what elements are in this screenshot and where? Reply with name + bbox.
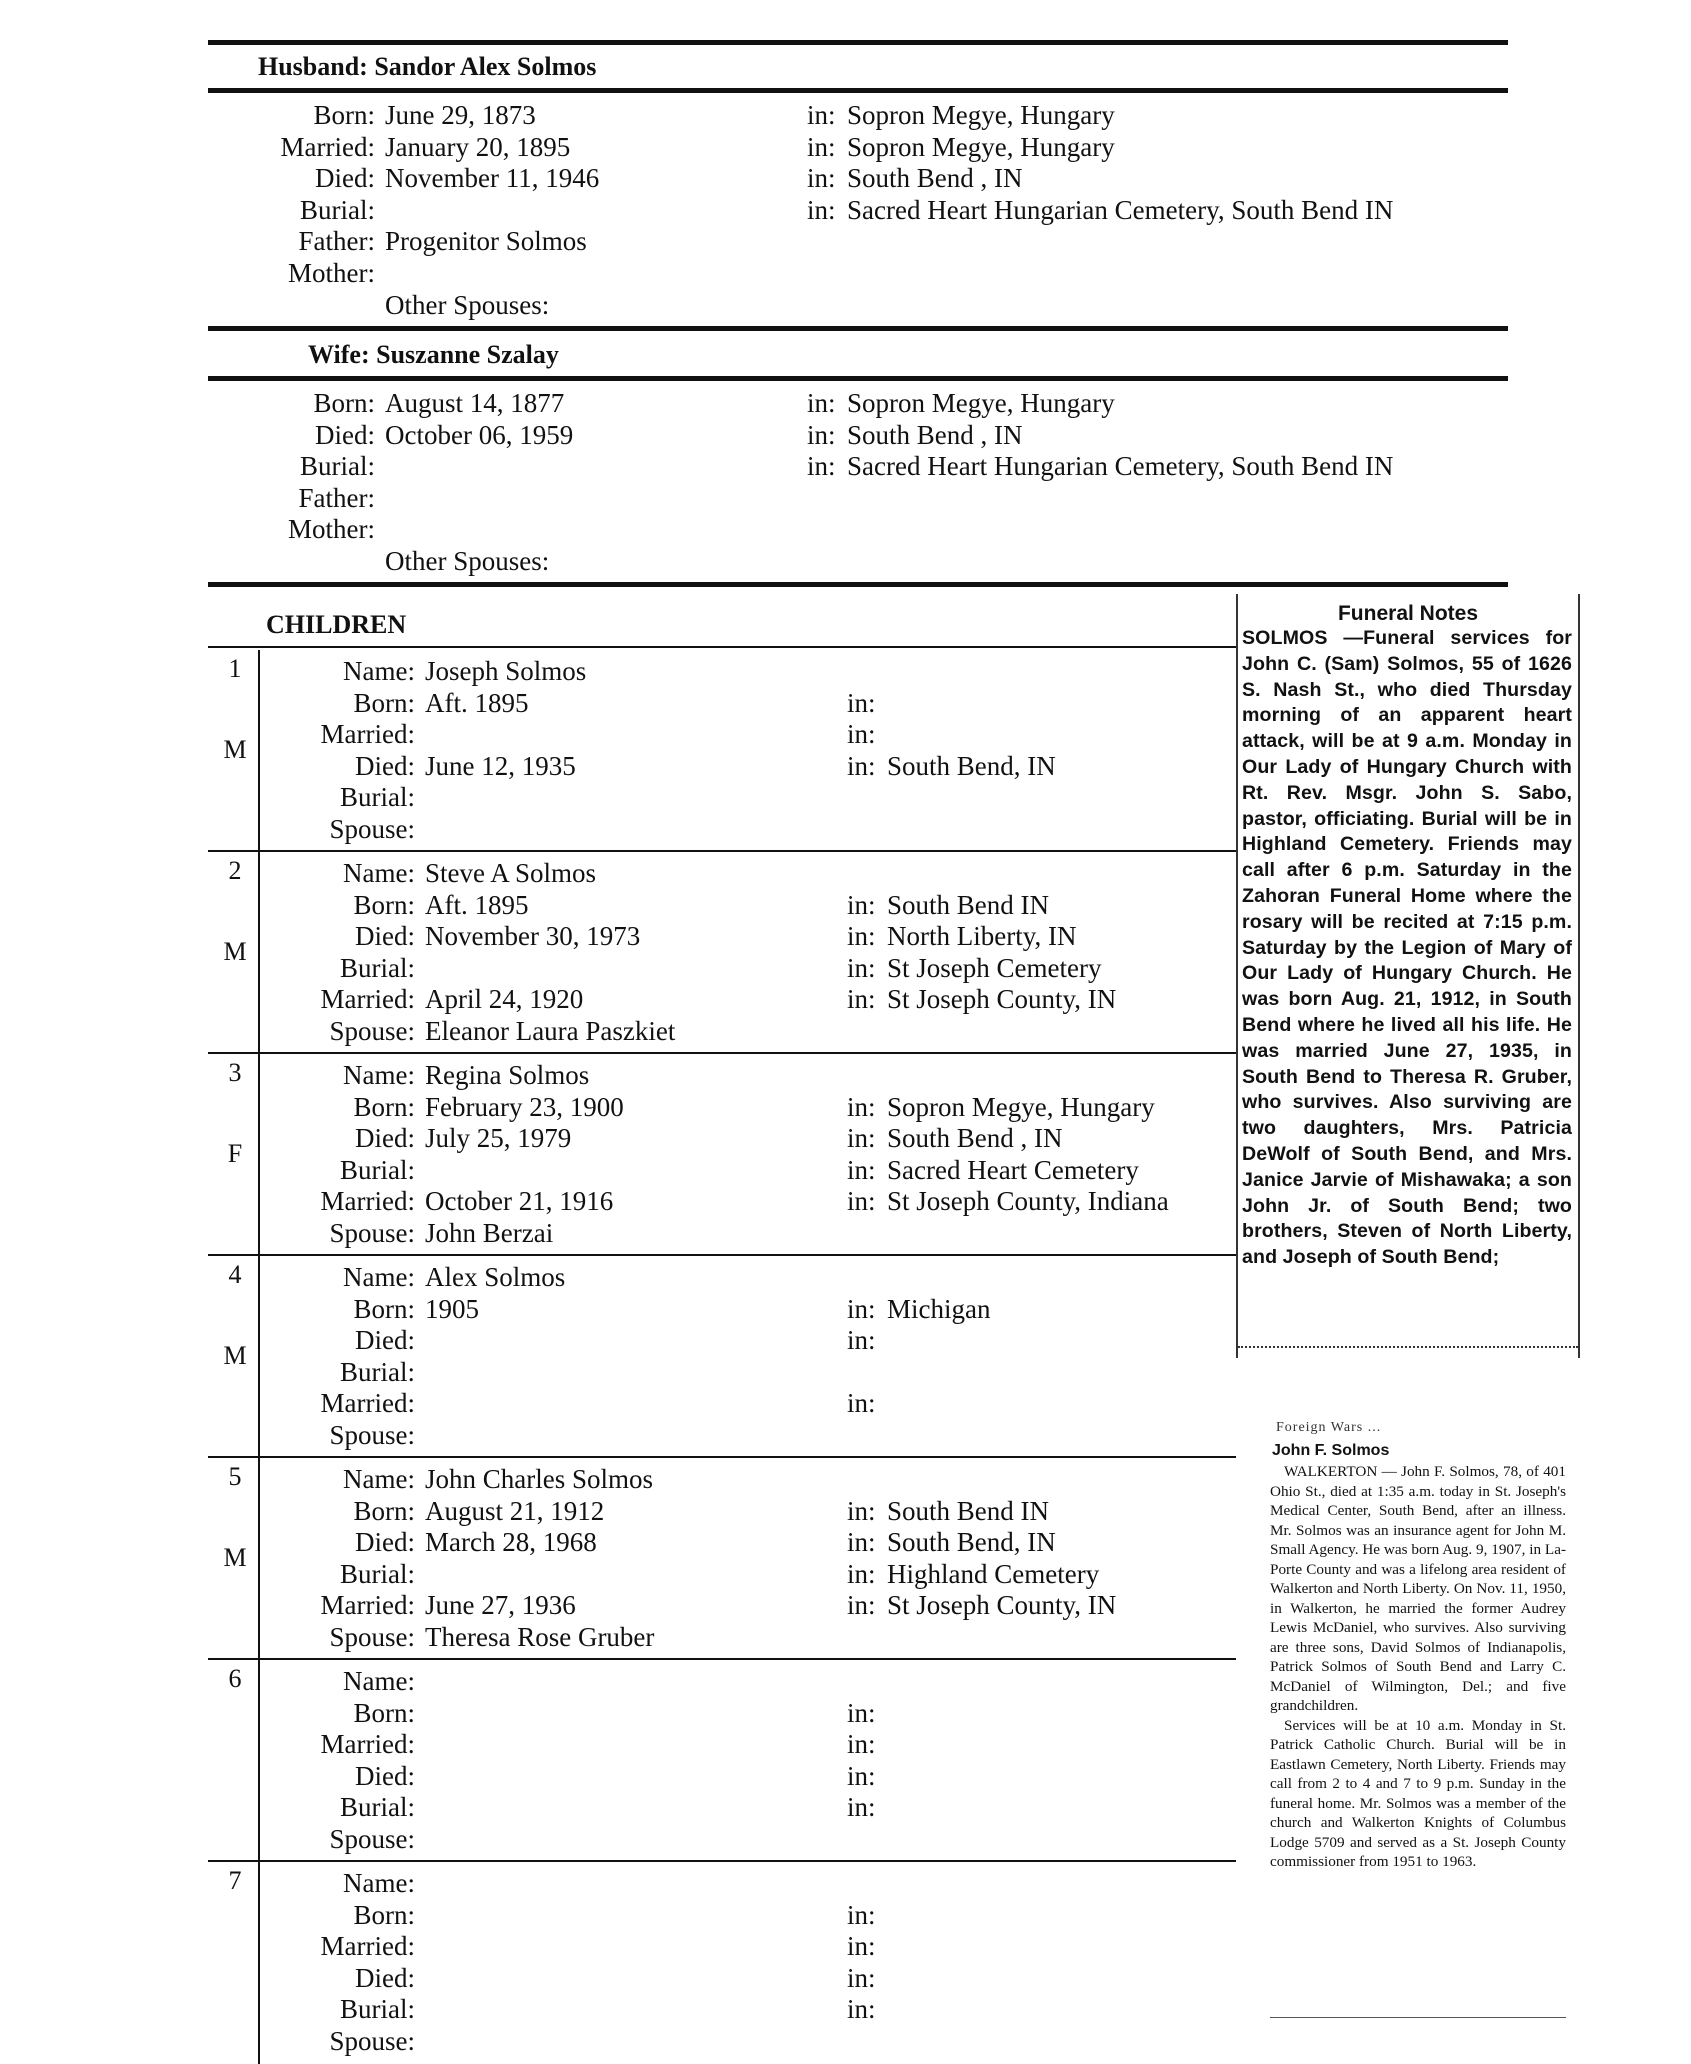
- wife-row-label: Mother:: [288, 514, 375, 544]
- child-number: 4: [228, 1260, 242, 1289]
- child-row-in-label: in:: [847, 1293, 876, 1324]
- child-row-value: Aft. 1895: [425, 687, 529, 718]
- child-row-in-label: in:: [847, 1527, 876, 1557]
- child-row-label: Spouse:: [329, 1217, 415, 1248]
- child-row-place: North Liberty, IN: [887, 921, 1077, 951]
- funeral-notes-clipping: [1236, 594, 1580, 1358]
- husband-row-place: Sopron Megye, Hungary: [847, 100, 1115, 130]
- child-row-label: Married:: [320, 1931, 415, 1961]
- child-row-value: John Charles Solmos: [425, 1464, 654, 1494]
- child-row-value: July 25, 1979: [425, 1123, 572, 1153]
- child-row-label: Burial:: [340, 952, 415, 983]
- top-rule: [208, 40, 1508, 45]
- child-row-label: Born:: [353, 1899, 415, 1930]
- husband-row-in-label: in:: [807, 194, 836, 225]
- child-row-label: Married:: [320, 1729, 415, 1759]
- wife-other-spouses: Other Spouses:: [385, 546, 550, 576]
- obituary-name: John F. Solmos: [1272, 1442, 1390, 1459]
- child-rule: [208, 1254, 1238, 1256]
- child-row-label: Married:: [320, 719, 415, 749]
- child-row-place: Highland Cemetery: [887, 1558, 1100, 1589]
- child-row-label: Name:: [343, 1666, 415, 1696]
- wife-row-label: Born:: [313, 388, 375, 418]
- child-row-in-label: in:: [847, 1899, 876, 1930]
- child-row-in-label: in:: [847, 1792, 876, 1822]
- wife-row-place: Sopron Megye, Hungary: [847, 388, 1115, 418]
- child-row-label: Married:: [320, 984, 415, 1014]
- child-row-place: St Joseph County, IN: [887, 984, 1117, 1014]
- child-row-in-label: in:: [847, 1962, 876, 1993]
- child-sex: M: [223, 735, 247, 764]
- child-row-in-label: in:: [847, 984, 876, 1014]
- child-row-label: Burial:: [340, 1356, 415, 1387]
- child-row-value: Steve A Solmos: [425, 858, 597, 888]
- child-row-label: Died:: [355, 1962, 415, 1993]
- obituary-top-fragment: Foreign Wars ...: [1276, 1420, 1382, 1435]
- husband-row-in-label: in:: [807, 100, 836, 130]
- husband-header: [258, 52, 596, 82]
- child-row-in-label: in:: [847, 1729, 876, 1759]
- child-row-label: Born:: [353, 687, 415, 718]
- child-row-label: Burial:: [340, 1558, 415, 1589]
- wife-row-in-label: in:: [807, 388, 836, 418]
- obituary-clipping: [1236, 1420, 1576, 2030]
- child-row-in-label: in:: [847, 1931, 876, 1961]
- obituary-body: [1270, 1462, 1566, 1872]
- child-row-place: St Joseph County, IN: [887, 1590, 1117, 1620]
- child-number: 2: [228, 856, 242, 885]
- child-row-value: Joseph Solmos: [425, 656, 587, 686]
- child-sex: F: [227, 1139, 243, 1168]
- child-row-in-label: in:: [847, 1495, 876, 1526]
- child-row-label: Died:: [355, 750, 415, 781]
- child-row-value: April 24, 1920: [425, 984, 584, 1014]
- child-row-value: Theresa Rose Gruber: [425, 1621, 655, 1652]
- child-row-label: Born:: [353, 1495, 415, 1526]
- husband-row-value: Progenitor Solmos: [385, 226, 587, 256]
- child-row-place: South Bend , IN: [887, 1123, 1063, 1153]
- child-number: 7: [228, 1866, 242, 1895]
- children-title: CHILDREN: [266, 610, 407, 639]
- wife-rule: [208, 376, 1508, 381]
- child-row-value: June 12, 1935: [425, 750, 576, 781]
- wife-header: [308, 340, 559, 370]
- child-sex: M: [223, 937, 247, 966]
- child-row-in-label: in:: [847, 750, 876, 781]
- child-row-in-label: in:: [847, 952, 876, 983]
- wife-row-in-label: in:: [807, 451, 836, 481]
- child-row-label: Spouse:: [329, 1015, 415, 1046]
- child-row-label: Married:: [320, 1388, 415, 1418]
- child-row-value: Aft. 1895: [425, 889, 529, 920]
- child-row-label: Died:: [355, 1325, 415, 1355]
- child-row-in-label: in:: [847, 687, 876, 718]
- obituary-bottom-rule: [1270, 2017, 1566, 2018]
- child-row-label: Born:: [353, 1091, 415, 1122]
- child-row-in-label: in:: [847, 1994, 876, 2024]
- child-divider: [258, 1256, 260, 1458]
- child-row-value: June 27, 1936: [425, 1590, 576, 1620]
- child-row-label: Born:: [353, 1293, 415, 1324]
- child-rule: [208, 850, 1238, 852]
- child-row-label: Married:: [320, 1590, 415, 1620]
- child-row-in-label: in:: [847, 1697, 876, 1728]
- child-row-value: Eleanor Laura Paszkiet: [425, 1015, 676, 1046]
- child-row-value: February 23, 1900: [425, 1091, 624, 1122]
- clipping-torn-edge: [1238, 1346, 1578, 1352]
- child-row-place: South Bend, IN: [887, 1527, 1056, 1557]
- child-row-in-label: in:: [847, 719, 876, 749]
- child-row-place: South Bend, IN: [887, 750, 1056, 781]
- child-row-label: Spouse:: [329, 813, 415, 844]
- child-row-label: Spouse:: [329, 1419, 415, 1450]
- child-row-label: Burial:: [340, 1154, 415, 1185]
- child-divider: [258, 1054, 260, 1256]
- child-row-place: Sacred Heart Cemetery: [887, 1154, 1139, 1185]
- husband-row-place: Sopron Megye, Hungary: [847, 131, 1115, 162]
- child-row-in-label: in:: [847, 1590, 876, 1620]
- child-row-in-label: in:: [847, 1325, 876, 1355]
- wife-row-place: Sacred Heart Hungarian Cemetery, South Bend IN: [847, 451, 1394, 481]
- child-row-label: Died:: [355, 1123, 415, 1153]
- husband-row-place: South Bend , IN: [847, 163, 1023, 193]
- child-row-label: Name:: [343, 656, 415, 686]
- child-row-in-label: in:: [847, 1388, 876, 1418]
- child-row-label: Born:: [353, 889, 415, 920]
- children-title-rule: [208, 646, 1238, 648]
- husband-name: Sandor Alex Solmos: [374, 52, 597, 81]
- husband-row-label: Born:: [313, 100, 375, 130]
- obituary-paragraph-2: Services will be at 10 a.m. Monday in St. Patrick Catholic Church. Burial will be in Eastlawn Cemetery, North Liberty. Friends may call from 2 to 4 and 7 to 9 p.m. Sunday in the funeral home. Mr. Solmos was a member of the church and Walkerton Knights of Columbus Lodge 5709 and served as a St. Joseph County commissioner from 1951 to 1963.: [1270, 1716, 1566, 1870]
- wife-row-value: October 06, 1959: [385, 419, 574, 450]
- child-row-value: November 30, 1973: [425, 921, 641, 951]
- husband-row-in-label: in:: [807, 163, 836, 193]
- child-row-label: Burial:: [340, 782, 415, 812]
- wife-header-label: Wife:: [308, 340, 370, 369]
- child-sex: M: [223, 1341, 247, 1370]
- child-rule: [208, 1052, 1238, 1054]
- child-number: 6: [228, 1664, 242, 1693]
- child-row-in-label: in:: [847, 1186, 876, 1216]
- child-rule: [208, 1658, 1238, 1660]
- child-row-place: Michigan: [887, 1293, 991, 1324]
- child-row-value: Regina Solmos: [425, 1060, 590, 1090]
- husband-row-label: Father:: [298, 226, 375, 256]
- husband-row-label: Burial:: [300, 194, 375, 225]
- wife-row-value: August 14, 1877: [385, 388, 565, 418]
- child-row-label: Spouse:: [329, 2025, 415, 2056]
- child-row-label: Died:: [355, 1760, 415, 1791]
- child-number: 1: [228, 654, 242, 683]
- child-row-label: Spouse:: [329, 1823, 415, 1854]
- child-divider: [258, 650, 260, 852]
- husband-row-value: June 29, 1873: [385, 100, 536, 130]
- child-row-value: 1905: [425, 1293, 479, 1324]
- child-row-in-label: in:: [847, 921, 876, 951]
- child-rule: [208, 1860, 1238, 1862]
- child-row-value: John Berzai: [425, 1217, 554, 1248]
- child-row-label: Married:: [320, 1186, 415, 1216]
- children-top-rule: [208, 582, 1508, 587]
- husband-row-label: Mother:: [288, 257, 375, 288]
- child-row-label: Died:: [355, 921, 415, 951]
- funeral-notes-heading: Funeral Notes: [1337, 602, 1479, 625]
- child-row-in-label: in:: [847, 1123, 876, 1153]
- child-row-label: Spouse:: [329, 1621, 415, 1652]
- child-rule: [208, 1456, 1238, 1458]
- husband-header-label: Husband:: [258, 52, 368, 81]
- child-row-label: Name:: [343, 1464, 415, 1494]
- child-row-in-label: in:: [847, 1760, 876, 1791]
- child-row-place: St Joseph Cemetery: [887, 952, 1102, 983]
- child-divider: [258, 1862, 260, 2064]
- wife-row-place: South Bend , IN: [847, 419, 1023, 450]
- child-row-value: Alex Solmos: [425, 1262, 566, 1292]
- child-row-label: Born:: [353, 1697, 415, 1728]
- wife-row-label: Died:: [315, 419, 375, 450]
- wife-row-in-label: in:: [807, 419, 836, 450]
- child-row-label: Name:: [343, 1060, 415, 1090]
- funeral-notes-body: SOLMOS —Funeral services for John C. (Sam) Solmos, 55 of 1626 S. Nash St., who died Thursday morning of an apparent heart attack, will be at 9 a.m. Monday in Our Lady of Hungary Church with Rt. Rev. Msgr. John S. Sabo, pastor, officiating. Burial will be in Highland Cemetery. Friends may call after 6 p.m. Saturday in the Zahoran Funeral Home where the rosary will be recited at 7:15 p.m. Saturday by the Legion of Mary of Our Lady of Hungary Church. He was born Aug. 21, 1912, in South Bend where he lived all his life. He was married June 27, 1935, in South Bend to Theresa R. Gruber, who survives. Also surviving are two daughters, Mrs. Patricia DeWolf of South Bend, and Mrs. Janice Jarvie of Mishawaka; a son John Jr. of South Bend; two brothers, Steven of North Liberty, and Joseph of South Bend;: [1242, 627, 1572, 1269]
- wife-top-rule: [208, 326, 1508, 331]
- child-row-place: Sopron Megye, Hungary: [887, 1091, 1155, 1122]
- child-row-value: August 21, 1912: [425, 1495, 605, 1526]
- child-row-label: Name:: [343, 858, 415, 888]
- husband-other-spouses: Other Spouses:: [385, 290, 550, 320]
- child-row-label: Burial:: [340, 1792, 415, 1822]
- child-divider: [258, 852, 260, 1054]
- child-row-in-label: in:: [847, 889, 876, 920]
- husband-row-value: November 11, 1946: [385, 163, 600, 193]
- wife-row-label: Burial:: [300, 451, 375, 481]
- obituary-paragraph-1: WALKERTON — John F. Solmos, 78, of 401 Ohio St., died at 1:35 a.m. today in St. Joseph's Medical Center, South Bend, after an illness. Mr. Solmos was an insurance agent for John M. Small Agency. He was born Aug. 9, 1907, in La-Porte County and was a lifelong area resident of Walkerton and North Liberty. On Nov. 11, 1950, in Walkerton, he married the former Audrey Lewis McDaniel, who survives. Also surviving are three sons, David Solmos of Indianapolis, Patrick Solmos of South Bend and Larry C. McDaniel of Wilmington, Del.; and five grandchildren.: [1270, 1463, 1566, 1714]
- child-row-label: Name:: [343, 1262, 415, 1292]
- wife-row-label: Father:: [298, 482, 375, 513]
- child-number: 3: [228, 1058, 242, 1087]
- husband-row-value: January 20, 1895: [385, 131, 571, 162]
- child-row-value: October 21, 1916: [425, 1186, 614, 1216]
- child-row-label: Name:: [343, 1868, 415, 1898]
- husband-row-place: Sacred Heart Hungarian Cemetery, South Bend IN: [847, 194, 1394, 225]
- child-row-in-label: in:: [847, 1154, 876, 1185]
- child-row-value: March 28, 1968: [425, 1527, 597, 1557]
- wife-name: Suszanne Szalay: [376, 340, 559, 369]
- child-divider: [258, 1660, 260, 1862]
- child-number: 5: [228, 1462, 242, 1491]
- child-sex: M: [223, 1543, 247, 1572]
- husband-row-in-label: in:: [807, 131, 836, 162]
- husband-row-label: Married:: [280, 131, 375, 162]
- child-row-in-label: in:: [847, 1091, 876, 1122]
- child-row-place: South Bend IN: [887, 889, 1049, 920]
- child-row-label: Died:: [355, 1527, 415, 1557]
- child-row-place: St Joseph County, Indiana: [887, 1186, 1169, 1216]
- child-divider: [258, 1458, 260, 1660]
- child-row-label: Burial:: [340, 1994, 415, 2024]
- child-row-in-label: in:: [847, 1558, 876, 1589]
- husband-rule: [208, 88, 1508, 93]
- child-row-place: South Bend IN: [887, 1495, 1049, 1526]
- husband-row-label: Died:: [315, 163, 375, 193]
